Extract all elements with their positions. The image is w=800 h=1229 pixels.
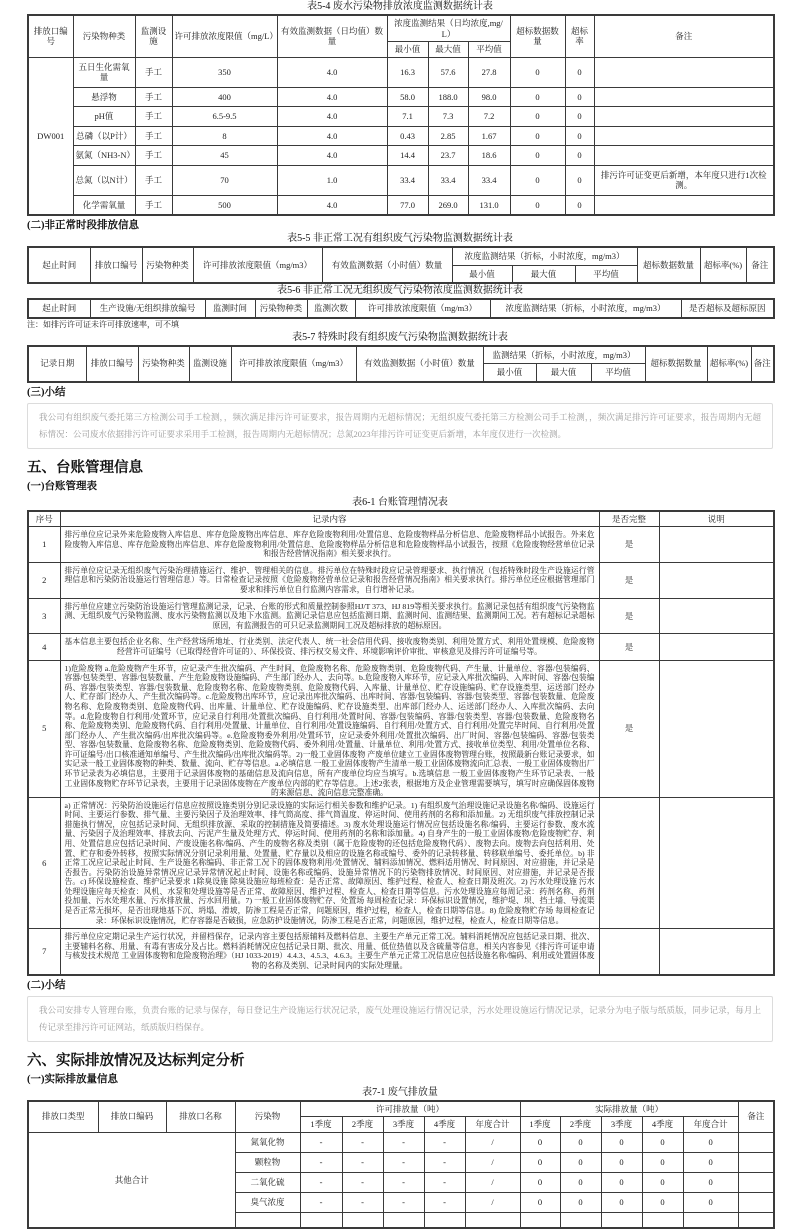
section5-sub-label: (一)台账管理表	[27, 480, 97, 492]
limit-value: 45	[172, 146, 277, 166]
permit-q4: -	[424, 1192, 465, 1212]
valid-data-count: 4.0	[277, 126, 387, 146]
permit-q2: -	[342, 1152, 383, 1172]
pollutant-name: 总磷（以P计）	[73, 126, 135, 146]
min-value: 58.0	[387, 87, 428, 107]
ledger-row-no: 6	[28, 797, 60, 929]
actual-q2: 0	[560, 1172, 601, 1192]
t54-header-row1	[28, 15, 774, 42]
t71-h-name: 排放口名称	[166, 1101, 235, 1133]
t55-h-max: 最大值	[512, 265, 575, 283]
ledger-complete-flag: 是	[599, 634, 659, 660]
exceed-count: 0	[510, 165, 565, 195]
max-value: 188.0	[428, 87, 468, 107]
actual-q3: 0	[601, 1132, 642, 1152]
exceed-count: 0	[510, 107, 565, 127]
table71-title: 表7-1 废气排放量	[362, 1086, 438, 1098]
t71-h-permit-group: 许可排放量（吨）	[300, 1101, 520, 1117]
table57-title: 表5-7 特殊时段有组织废气污染物监测数据统计表	[292, 331, 508, 343]
min-value: 16.3	[387, 57, 428, 87]
t55-header-row1	[28, 247, 774, 265]
valid-data-count: 4.0	[277, 195, 387, 215]
avg-value: 18.6	[468, 146, 510, 166]
t54-h-avg: 平均值	[468, 42, 510, 58]
permit-report-page	[0, 1, 800, 1207]
ledger-complete-flag: 是	[599, 527, 659, 563]
ledger-record-content	[60, 797, 599, 929]
outlet-group-label: 其他合计	[28, 1132, 235, 1228]
t61-h-content: 记录内容	[60, 511, 599, 527]
ledger-row-no: 3	[28, 598, 60, 634]
t71-h-code: 排放口编码	[98, 1101, 166, 1133]
actual-q3: 0	[601, 1152, 642, 1172]
actual-q4	[642, 1212, 683, 1228]
t57-h-avg: 平均值	[591, 364, 645, 382]
ledger-explain	[659, 797, 774, 929]
row-remark	[594, 126, 774, 146]
wastewater-monitor-row	[28, 146, 774, 166]
section5-heading: 五、台账管理信息	[27, 459, 143, 476]
avg-value: 7.2	[468, 107, 510, 127]
ledger-record-content	[60, 660, 599, 797]
t55-h-pollutant: 污染物种类	[142, 247, 193, 283]
ledger-record-content-text: a) 正常情况：污染防治设施运行信息应按照设施类别分别记录设施的实际运行相关参数和维护记录。1) 有组织废气治理设施记录设施名称/编码、设施运行时间、主要运行参数、排气量、主要污染因子及治理效率、排气筒高度、排气筒温度、停运时间、使用药剂的名称和添加量。2) 无组织废气排放控制记录措施执行情况，应包括记录时间、无组织排放源、采取的控制措施及简要描述。3) 废水处理设施运行情况应包括设施名称/编码、主要运行参数、废水流量、污染因子及治理效率、排放去向、污泥产生量及处理方式、停运时间、使用药剂的名称和添加量。4) 自身产生的一般工业固体废物/危险废物贮存、利用、处置信息应包括记录时间、产废设施名称/编码、产生的废物名称及类别（属于危险废物的还包括危险废物代码）、废物去向。废物去向包括利用、处置、贮存和委外转移，按照实际情况分别记录利用量、处置量、贮存量以及相应的设施名称或编号、委外的记录转移量、转移联单编号、委托单位。b) 非正常工况应记录起止时间、生产设施名称编码、非正常工况下的固体废物利用/处置情况、辅料添加情况、燃料适用情况、时间原因、对应措施，并记录是否报告。污染防治设施异常情况应记录异常情况起止时间、设施名称或编码、设施异常情况下的污染物排放情况、时间原因、对应措施，并记录是否报告。c) 环保设施检查、维护记录要求 1除臭设施 除臭设施应每班检查：是否正常、故障原因、维护过程、检查人、检查日期及班次。2) 污水处理设施 污水处理设施应每天检查：风机、水泵和处理设施等是否正常、故障原因、维护过程、检查人、检查日期等信息。污水处理设施应每周记录：药剂名称、药剂投加量、污水处理水量、污水排放量、污水回用量。7) 一般工业固体废物贮存、处置场 每周检查记录：环保标识设置情况，维护堤、坝、挡土墙、导流渠是否正常无损坏，是否出现地基下沉、坍塌、滑坡，防渗工程是否正常，问题原因，维护过程，检查人，检查日期等信息。8) 危险废物贮存场 每周检查记录：环保标识设施情况，贮存容器是否破损，应急防护设施情况，防渗工程是否正常，问题原因，维护过程，检查人，检查日期等信息。	[64, 800, 595, 925]
table-abnormal-organized-gas	[27, 246, 775, 284]
table61-title: 表6-1 台账管理情况表	[352, 496, 448, 508]
actual-q4: 0	[642, 1132, 683, 1152]
t71-h-actual-q2: 2季度	[560, 1117, 601, 1133]
t61-h-complete: 是否完整	[599, 511, 659, 527]
t57-h-limit: 许可排放浓度限值（mg/m3）	[231, 346, 356, 382]
t57-h-facility: 监测设施	[189, 346, 231, 382]
t57-h-over-r: 超标率(%)	[707, 346, 751, 382]
avg-value: 27.8	[468, 57, 510, 87]
permit-q2: -	[342, 1192, 383, 1212]
t54-h-max: 最大值	[428, 42, 468, 58]
table56-note: 注：如排污许可证未许可排放速率，可不填	[27, 319, 179, 329]
emission-pollutant: 二氧化硫	[235, 1172, 300, 1192]
t71-h-actual-q1: 1季度	[520, 1117, 560, 1133]
emission-remark	[738, 1152, 774, 1172]
actual-q3	[601, 1212, 642, 1228]
actual-q3: 0	[601, 1192, 642, 1212]
emission-pollutant	[235, 1212, 300, 1228]
pollutant-name: 化学需氧量	[73, 195, 135, 215]
monitor-facility: 手工	[135, 57, 172, 87]
permit-q3: -	[383, 1132, 424, 1152]
monitor-facility: 手工	[135, 87, 172, 107]
row-remark	[594, 107, 774, 127]
table-ledger-management	[27, 510, 775, 976]
valid-data-count: 4.0	[277, 146, 387, 166]
ledger-record-content	[60, 562, 599, 598]
max-value: 7.3	[428, 107, 468, 127]
emission-remark	[738, 1132, 774, 1152]
row-remark	[594, 146, 774, 166]
ledger-record-content	[60, 598, 599, 634]
t57-h-result: 监测结果（折标，小时浓度，mg/m3）	[483, 346, 645, 364]
permit-q1	[300, 1212, 342, 1228]
ledger-row	[28, 634, 774, 660]
t57-header-row1	[28, 346, 774, 364]
t54-h-min: 最小值	[387, 42, 428, 58]
min-value: 0.43	[387, 126, 428, 146]
actual-q1	[520, 1212, 560, 1228]
t71-h-actual-group: 实际排放量（吨）	[520, 1101, 738, 1117]
emission-pollutant: 氮氧化物	[235, 1132, 300, 1152]
t56-h-limit: 许可排放浓度限值（mg/m3）	[355, 299, 490, 318]
ledger-record-content	[60, 634, 599, 660]
permit-q2: -	[342, 1132, 383, 1152]
t54-h-over-n: 超标数据数量	[510, 15, 565, 57]
wastewater-monitor-row	[28, 126, 774, 146]
limit-value: 350	[172, 57, 277, 87]
monitor-facility: 手工	[135, 126, 172, 146]
exceed-rate: 0	[565, 195, 594, 215]
ledger-row-no: 2	[28, 562, 60, 598]
ledger-record-content-text: 排污单位应记录无组织废气污染治理措施运行、维护、管理相关的信息。排污单位在特殊时段应记录管理要求、执行情况（包括特殊时段生产设施运行管理信息和污染防治设施运行管理信息）等。日常检查记录按照《危险废物经营单位记录和报告经营情况指南》相关要求执行。排污单位还应根据管理部门要求和排污单位自行监测内容需求，自行增补记录。	[64, 565, 595, 594]
t55-h-remark: 备注	[746, 247, 774, 283]
t54-h-valid: 有效监测数据（日均值）数量	[277, 15, 387, 57]
ledger-complete-flag: 是	[599, 660, 659, 797]
wastewater-monitor-row	[28, 107, 774, 127]
actual-q4: 0	[642, 1152, 683, 1172]
ledger-row	[28, 797, 774, 929]
ledger-row-no: 4	[28, 634, 60, 660]
table56-title: 表5-6 非正常工况无组织废气污染物浓度监测数据统计表	[277, 285, 523, 296]
emission-remark	[738, 1192, 774, 1212]
permit-q5	[465, 1212, 520, 1228]
min-value: 77.0	[387, 195, 428, 215]
ledger-record-content-text: 排污单位应记录外来危险废物入库信息、库存危险废物出库信息、库存危险废物利用/处置信息、危险废物样品分析信息、危险废物样品小试报告。外来危险废物入库信息、库存危险废物出库信息、库存危险废物利用/处置信息、危险废物样品分析信息和危险废物样品小试报告，按照《危险废物经营单位记录和报告经营情况指南》相关要求执行。	[64, 530, 595, 559]
monitor-facility: 手工	[135, 165, 172, 195]
t55-h-outlet: 排放口编号	[90, 247, 142, 283]
permit-q2	[342, 1212, 383, 1228]
exceed-count: 0	[510, 195, 565, 215]
summary5-label: (二)小结	[27, 979, 66, 991]
actual-q5	[683, 1212, 738, 1228]
t61-header-row	[28, 511, 774, 527]
t71-h-permit-year: 年度合计	[465, 1117, 520, 1133]
t55-h-over-n: 超标数据数量	[637, 247, 700, 283]
pollutant-name: 总氮（以N计）	[73, 165, 135, 195]
actual-q4: 0	[642, 1192, 683, 1212]
valid-data-count: 4.0	[277, 57, 387, 87]
t55-h-time: 起止时间	[28, 247, 90, 283]
t61-h-explain: 说明	[659, 511, 774, 527]
pollutant-name: 悬浮物	[73, 87, 135, 107]
t56-h-exceed: 是否超标及超标原因	[681, 299, 774, 318]
ledger-complete-flag: 是	[599, 598, 659, 634]
actual-q1: 0	[520, 1172, 560, 1192]
t57-h-max: 最大值	[536, 364, 591, 382]
t55-h-over-r: 超标率(%)	[700, 247, 746, 283]
ledger-row	[28, 527, 774, 563]
permit-q5: /	[465, 1152, 520, 1172]
ledger-record-content-text: 基本信息主要包括企业名称、生产经营场所地址、行业类别、法定代表人、统一社会信用代码、接收废物类别、利用处置方式、利用处置规模、危险废物经营许可证编号（已取得经营许可证的）、环保投资、排污权交易文件、环境影响评价审批、审核意见及排污许可证编号等。	[64, 637, 595, 656]
permit-q5: /	[465, 1132, 520, 1152]
permit-q4	[424, 1212, 465, 1228]
t57-h-over-n: 超标数据数量	[645, 346, 707, 382]
t57-h-min: 最小值	[483, 364, 536, 382]
exceed-rate: 0	[565, 165, 594, 195]
t71-h-actual-q4: 4季度	[642, 1117, 683, 1133]
t55-h-limit: 许可排放浓度限值（mg/m3）	[193, 247, 322, 283]
avg-value: 131.0	[468, 195, 510, 215]
limit-value: 8	[172, 126, 277, 146]
t56-h-pollutant: 污染物种类	[255, 299, 307, 318]
actual-q2: 0	[560, 1192, 601, 1212]
exceed-count: 0	[510, 126, 565, 146]
t56-h-time: 起止时间	[28, 299, 90, 318]
emission-pollutant: 臭气浓度	[235, 1192, 300, 1212]
max-value: 33.4	[428, 165, 468, 195]
ledger-record-content	[60, 527, 599, 563]
ledger-explain	[659, 598, 774, 634]
avg-value: 98.0	[468, 87, 510, 107]
section6-heading: 六、实际排放情况及达标判定分析	[27, 1052, 245, 1069]
monitor-facility: 手工	[135, 195, 172, 215]
t71-h-remark: 备注	[738, 1101, 774, 1133]
actual-q5: 0	[683, 1192, 738, 1212]
permit-q5: /	[465, 1172, 520, 1192]
max-value: 269.0	[428, 195, 468, 215]
valid-data-count: 4.0	[277, 87, 387, 107]
exceed-rate: 0	[565, 87, 594, 107]
t57-h-pollutant: 污染物种类	[138, 346, 189, 382]
ledger-row	[28, 660, 774, 797]
ledger-record-content-text: 排污单位应定期记录生产运行状况，并留档保存，记录内容主要包括原辅料及燃料信息、主要生产单元正常工况。辅料消耗情况应包括记录日期、批次、主要辅料名称、用量、有毒有害成分及占比。燃料消耗情况应包括记录日期、批次、用量、低位热值以及含硫量等信息，相关内容参见《排污许可证申请与核发技术规范 工业固体废物和危险废物治理》（HJ 1033-2019）4.4.3、4.5.3、4.6.3。主要生产单元正常工况信息应包括设施名称/编码、利用或处置固体废物的名称及类别、记录时间内的实际处理量。	[64, 932, 595, 971]
row-remark	[594, 87, 774, 107]
t57-h-remark: 备注	[751, 346, 774, 382]
exceed-rate: 0	[565, 57, 594, 87]
emission-pollutant: 颗粒物	[235, 1152, 300, 1172]
ledger-row-no: 7	[28, 929, 60, 975]
t55-h-result: 浓度监测结果（折标，小时浓度，mg/m3）	[452, 247, 637, 265]
t56-h-result: 浓度监测结果（折标，小时浓度，mg/m3）	[490, 299, 681, 318]
exceed-rate: 0	[565, 126, 594, 146]
permit-q4: -	[424, 1172, 465, 1192]
min-value: 33.4	[387, 165, 428, 195]
t71-h-actual-q3: 3季度	[601, 1117, 642, 1133]
t54-h-over-r: 超标率	[565, 15, 594, 57]
ledger-record-content	[60, 929, 599, 975]
summary3-label: (三)小结	[27, 386, 66, 398]
table-gas-emission-amount	[27, 1100, 775, 1229]
pollutant-name: 氨氮（NH3-N）	[73, 146, 135, 166]
t57-h-valid: 有效监测数据（小时值）数量	[356, 346, 483, 382]
ledger-row-no: 1	[28, 527, 60, 563]
actual-q1: 0	[520, 1132, 560, 1152]
permit-q5: /	[465, 1192, 520, 1212]
t71-h-type: 排放口类型	[28, 1101, 98, 1133]
permit-q2: -	[342, 1172, 383, 1192]
wastewater-monitor-row	[28, 57, 774, 87]
max-value: 57.6	[428, 57, 468, 87]
section6-sub-label: (一)实际排放量信息	[27, 1073, 118, 1085]
permit-q3: -	[383, 1152, 424, 1172]
ledger-record-content-text: 排污单位应建立污染防治设施运行管理监测记录，记录、台账的形式和质量控制参照HJ/T 373、HJ 819等相关要求执行。监测记录包括有组织废气污染物监测、无组织废气污染物监测、废水污染物监测以及地下水监测。监测记录信息应包括监测日期、监测时间、监测结果、监测期间工况。若有超标记录超标原因，有监测报告的可只记录监测期间工况及超标排放的超标原因。	[64, 601, 595, 630]
table-wastewater-monitoring	[27, 14, 775, 216]
ledger-explain	[659, 660, 774, 797]
actual-q4: 0	[642, 1172, 683, 1192]
ledger-explain	[659, 527, 774, 563]
t56-h-count: 监测次数	[307, 299, 355, 318]
row-remark: 排污许可证变更后新增，本年度只进行1次检测。	[594, 165, 774, 195]
table-special-period-gas	[27, 345, 775, 383]
limit-value: 500	[172, 195, 277, 215]
ledger-complete-flag	[599, 929, 659, 975]
valid-data-count: 4.0	[277, 107, 387, 127]
t71-h-permit-q3: 3季度	[383, 1117, 424, 1133]
ledger-row	[28, 929, 774, 975]
permit-q3	[383, 1212, 424, 1228]
valid-data-count: 1.0	[277, 165, 387, 195]
t71-h-permit-q2: 2季度	[342, 1117, 383, 1133]
t54-h-remark: 备注	[594, 15, 774, 57]
t71-h-pollutant: 污染物	[235, 1101, 300, 1133]
monitor-facility: 手工	[135, 146, 172, 166]
wastewater-monitor-row	[28, 195, 774, 215]
t55-h-min: 最小值	[452, 265, 512, 283]
pollutant-name: pH值	[73, 107, 135, 127]
permit-q3: -	[383, 1192, 424, 1212]
row-remark	[594, 195, 774, 215]
t71-h-permit-q4: 4季度	[424, 1117, 465, 1133]
max-value: 23.7	[428, 146, 468, 166]
actual-q5: 0	[683, 1172, 738, 1192]
ledger-row	[28, 598, 774, 634]
permit-q4: -	[424, 1152, 465, 1172]
avg-value: 33.4	[468, 165, 510, 195]
row-remark	[594, 57, 774, 87]
exceed-count: 0	[510, 57, 565, 87]
monitor-facility: 手工	[135, 107, 172, 127]
min-value: 7.1	[387, 107, 428, 127]
t54-h-result: 浓度监测结果（日均浓度,mg/L）	[387, 15, 510, 42]
permit-q1: -	[300, 1132, 342, 1152]
permit-q3: -	[383, 1172, 424, 1192]
max-value: 2.85	[428, 126, 468, 146]
table-abnormal-fugitive-gas	[27, 298, 775, 319]
emission-remark	[738, 1172, 774, 1192]
min-value: 14.4	[387, 146, 428, 166]
ledger-explain	[659, 634, 774, 660]
exceed-count: 0	[510, 146, 565, 166]
section-abnormal-label: (二)非正常时段排放信息	[27, 220, 139, 231]
permit-q1: -	[300, 1152, 342, 1172]
exceed-rate: 0	[565, 146, 594, 166]
t61-h-no: 序号	[28, 511, 60, 527]
t71-h-permit-q1: 1季度	[300, 1117, 342, 1133]
limit-value: 6.5-9.5	[172, 107, 277, 127]
permit-q1: -	[300, 1172, 342, 1192]
ledger-row-no: 5	[28, 660, 60, 797]
table55-title: 表5-5 非正常工况有组织废气污染物监测数据统计表	[287, 233, 513, 244]
permit-q4: -	[424, 1132, 465, 1152]
t54-h-outlet: 排放口编号	[28, 15, 73, 57]
actual-q3: 0	[601, 1172, 642, 1192]
summary3-box: 我公司有组织废气委托第三方检测公司手工检测，，频次满足排污许可证要求，报告周期内无超标情况；无组织废气委托第三方检测公司手工检测，，频次满足排污许可证要求，报告周期内无超标情况：公司废水依据排污许可证要求采用手工检测，报告周期内无超标情况；总氮2023年排污许可证变更后新增，本年度仅进行一次检测。	[27, 403, 773, 449]
ledger-row	[28, 562, 774, 598]
t71-header-row1	[28, 1101, 774, 1117]
exceed-rate: 0	[565, 107, 594, 127]
wastewater-monitor-row	[28, 165, 774, 195]
actual-q1: 0	[520, 1192, 560, 1212]
outlet-id: DW001	[28, 57, 73, 215]
ledger-explain	[659, 562, 774, 598]
t54-h-limit: 许可排放浓度限值（mg/L）	[172, 15, 277, 57]
actual-q2: 0	[560, 1132, 601, 1152]
table54-title: 表5-4 废水污染物排放浓度监测数据统计表	[307, 1, 493, 12]
emission-remark	[738, 1212, 774, 1228]
t57-h-outlet: 排放口编号	[86, 346, 138, 382]
t56-header-row	[28, 299, 774, 318]
actual-q1: 0	[520, 1152, 560, 1172]
t55-h-avg: 平均值	[575, 265, 637, 283]
ledger-record-content-text: 1)危险废物 a.危险废物产生环节，应记录产生批次编码、产生时间、危险废物名称、危险废物类别、危险废物代码、产生量、计量单位、容器/包装编码、容器/包装类型、容器/包装数量、产生危险废物设施编码、产生部门经办人、去向等。b.危险废物入库环节，应记录入库批次编码、入库时间、容器/包装编码、容器/包装类型、容器/包装数量、危险废物名称、危险废物类别、危险废物代码、入库量、计量单位、贮存设施编码、贮存设施类型、运送部门经办人、贮存部门经办人、产生批次编码等。c.危险废物出库环节，应记录出库批次编码、出库时间、容器/包装编码、容器/包装类型、容器/包装数量、危险废物名称、危险废物类别、危险废物代码、出库量、计量单位、贮存设施编码、贮存设施类型、出库部门经办人、运送部门经办人、入库批次编码、去向等。d.危险废物自行利用/处置环节，应记录自行利用/处置批次编码、自行利用/处置时间、容器/包装编码、容器/包装类型、容器/包装数量、危险废物名称、危险废物类别、危险废物代码、自行利用/处置量、计量单位、自行利用/处置设施编码、自行利用/处置方式、自行利用/处置完毕时间、自行利用/处置部门经办人、产生批次编码/出库批次编码等。e.危险废物委外利用/处置环节，应记录委外利用/处置批次编码、出厂时间、容器/包装编码、容器/包装类型、容器/包装数量、危险废物名称、危险废物类别、危险废物代码、委外利用/处置量、计量单位、利用/处置方式、接收单位类型、利用/处置单位名称、许可证编号/出口核准通知单编号、产生批次编码/出库批次编码等。2)一般工业固体废物 产废单位建立工业固体废物管理台账，按照最新台账记录要求，如实记录一般工业固体废物的种类、数量、流向、贮存等信息。a.必填信息 一般工业固体废物产生清单一般工业固体废物流向汇总表、一般工业固体废物出厂环节记录表为必填信息，主要用于记录固体废物的基础信息及流向信息，所有产废单位均应当填写。b.选填信息 一般工业固体废物产生环节记录表、一般工业固体废物贮存环节记录表，主要用于记录固体废物在产废单位内部的贮存等信息。上述2张表，根据地方及企业管理需要填写，填写时应确保固体废物的来源信息、流向信息完整准确。	[64, 663, 595, 798]
exceed-count: 0	[510, 87, 565, 107]
ledger-explain	[659, 929, 774, 975]
actual-q2	[560, 1212, 601, 1228]
actual-q5: 0	[683, 1132, 738, 1152]
t55-h-valid: 有效监测数据（小时值）数量	[322, 247, 452, 283]
actual-q2: 0	[560, 1152, 601, 1172]
limit-value: 400	[172, 87, 277, 107]
emission-row	[28, 1132, 774, 1152]
t54-h-pollutant: 污染物种类	[73, 15, 135, 57]
t57-h-date: 记录日期	[28, 346, 86, 382]
permit-q1: -	[300, 1192, 342, 1212]
t56-h-facility: 生产设施/无组织排放编号	[90, 299, 205, 318]
wastewater-monitor-row	[28, 87, 774, 107]
t54-h-facility: 监测设施	[135, 15, 172, 57]
actual-q5: 0	[683, 1152, 738, 1172]
ledger-complete-flag: 是	[599, 562, 659, 598]
avg-value: 1.67	[468, 126, 510, 146]
pollutant-name: 五日生化需氧量	[73, 57, 135, 87]
t71-h-actual-year: 年度合计	[683, 1117, 738, 1133]
t56-h-mtime: 监测时间	[205, 299, 255, 318]
summary5-box: 我公司安排专人管理台账，负责台账的记录与保存，每日登记生产设施运行状况记录，废气处理设施运行情况记录，污水处理设施运行情况记录，记录分为电子版与纸质版，同步记录，每月上传记录至排污许可证网站，纸质版归档保存。	[27, 996, 773, 1042]
limit-value: 70	[172, 165, 277, 195]
ledger-complete-flag	[599, 797, 659, 929]
